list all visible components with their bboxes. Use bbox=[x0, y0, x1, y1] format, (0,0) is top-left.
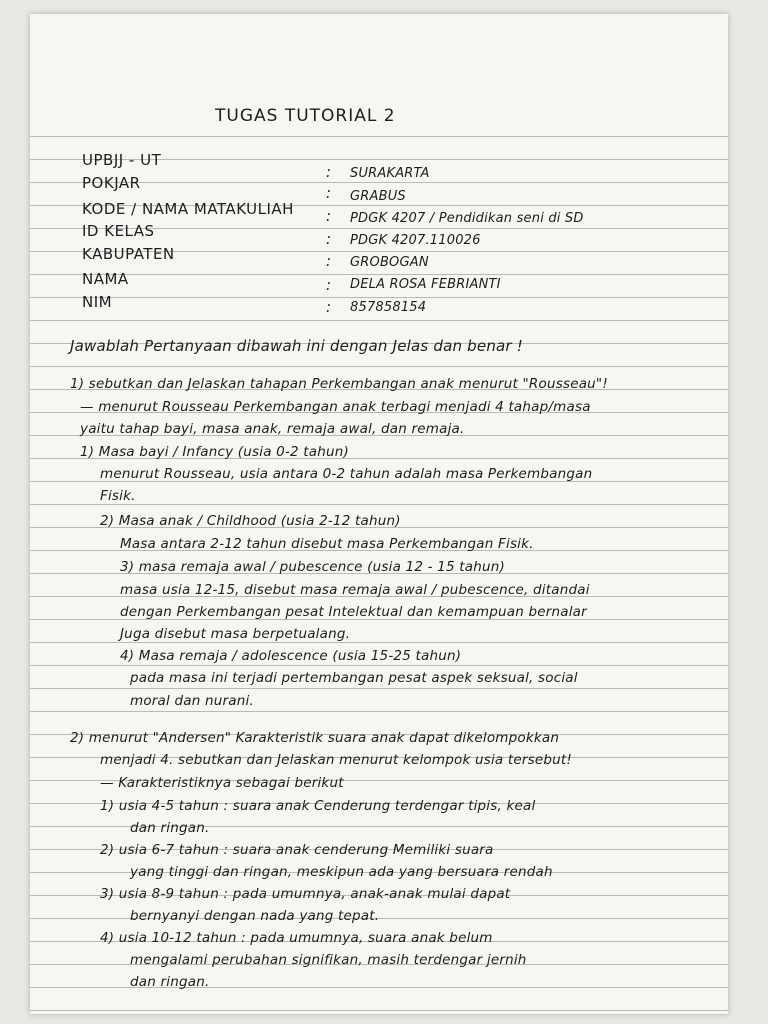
instruction-text: Jawablah Pertanyaan dibawah ini dengan Jelas dan benar ! bbox=[70, 337, 523, 355]
info-colon: : bbox=[326, 252, 332, 270]
answer-1-item-body: Masa antara 2-12 tahun disebut masa Perkembangan Fisik. bbox=[120, 536, 534, 552]
answer-2-item: dan ringan. bbox=[130, 974, 210, 990]
info-colon: : bbox=[326, 230, 332, 248]
answer-1-item-head: 3) masa remaja awal / pubescence (usia 12 - 15 tahun) bbox=[120, 559, 505, 575]
answer-2-item: 2) usia 6-7 tahun : suara anak cenderung Memiliki suara bbox=[100, 842, 494, 858]
assignment-title: TUGAS TUTORIAL 2 bbox=[215, 106, 396, 126]
answer-2-intro: — Karakteristiknya sebagai berikut bbox=[100, 775, 344, 791]
info-label: POKJAR bbox=[82, 174, 141, 192]
answer-2-item: dan ringan. bbox=[130, 820, 210, 836]
info-label: NAMA bbox=[82, 270, 129, 288]
question-1: 1) sebutkan dan Jelaskan tahapan Perkembangan anak menurut "Rousseau"! bbox=[70, 376, 608, 392]
answer-1-item-body: pada masa ini terjadi pertembangan pesat aspek seksual, social bbox=[130, 670, 578, 686]
answer-1-item-body: masa usia 12-15, disebut masa remaja awal / pubescence, ditandai bbox=[120, 582, 590, 598]
answer-2-item: 1) usia 4-5 tahun : suara anak Cenderung terdengar tipis, keal bbox=[100, 798, 536, 814]
answer-1-intro: yaitu tahap bayi, masa anak, remaja awal, dan remaja. bbox=[80, 421, 465, 437]
info-value: GRABUS bbox=[350, 189, 406, 204]
answer-1-item-head: 2) Masa anak / Childhood (usia 2-12 tahun) bbox=[100, 513, 401, 529]
answer-1-item-body: menurut Rousseau, usia antara 0-2 tahun adalah masa Perkembangan bbox=[100, 466, 593, 482]
info-label: UPBJJ - UT bbox=[82, 151, 162, 169]
answer-1-item-head: 1) Masa bayi / Infancy (usia 0-2 tahun) bbox=[80, 444, 350, 460]
info-label: ID KELAS bbox=[82, 222, 155, 240]
info-colon: : bbox=[326, 163, 332, 181]
info-label: KABUPATEN bbox=[82, 245, 175, 263]
info-colon: : bbox=[326, 276, 332, 294]
answer-1-item-body: Juga disebut masa berpetualang. bbox=[120, 626, 351, 642]
answer-2-item: mengalami perubahan signifikan, masih terdengar jernih bbox=[130, 952, 527, 968]
info-value: GROBOGAN bbox=[350, 255, 429, 270]
answer-1-item-body: dengan Perkembangan pesat Intelektual dan kemampuan bernalar bbox=[120, 604, 587, 620]
answer-2-item: 4) usia 10-12 tahun : pada umumnya, suara anak belum bbox=[100, 930, 493, 946]
info-value: PDGK 4207.110026 bbox=[350, 233, 481, 248]
info-label: KODE / NAMA MATAKULIAH bbox=[82, 200, 294, 218]
info-colon: : bbox=[326, 184, 332, 202]
question-2: menjadi 4. sebutkan dan Jelaskan menurut kelompok usia tersebut! bbox=[100, 752, 572, 768]
answer-2-item: yang tinggi dan ringan, meskipun ada yang bersuara rendah bbox=[130, 864, 553, 880]
answer-2-item: 3) usia 8-9 tahun : pada umumnya, anak-anak mulai dapat bbox=[100, 886, 511, 902]
info-colon: : bbox=[326, 298, 332, 316]
info-value: DELA ROSA FEBRIANTI bbox=[350, 277, 501, 292]
question-2: 2) menurut "Andersen" Karakteristik suara anak dapat dikelompokkan bbox=[70, 730, 560, 746]
answer-1-item-body: moral dan nurani. bbox=[130, 693, 254, 709]
answer-2-item: bernyanyi dengan nada yang tepat. bbox=[130, 908, 380, 924]
answer-1-intro: — menurut Rousseau Perkembangan anak terbagi menjadi 4 tahap/masa bbox=[80, 399, 591, 415]
notebook-page bbox=[30, 14, 728, 1014]
page-top-margin bbox=[30, 14, 728, 112]
info-value: SURAKARTA bbox=[350, 166, 430, 181]
info-value: 857858154 bbox=[350, 300, 427, 315]
info-value: PDGK 4207 / Pendidikan seni di SD bbox=[350, 211, 584, 226]
answer-1-item-head: 4) Masa remaja / adolescence (usia 15-25 tahun) bbox=[120, 648, 462, 664]
info-label: NIM bbox=[82, 293, 113, 311]
answer-1-item-body: Fisik. bbox=[100, 488, 136, 504]
info-colon: : bbox=[326, 207, 332, 225]
